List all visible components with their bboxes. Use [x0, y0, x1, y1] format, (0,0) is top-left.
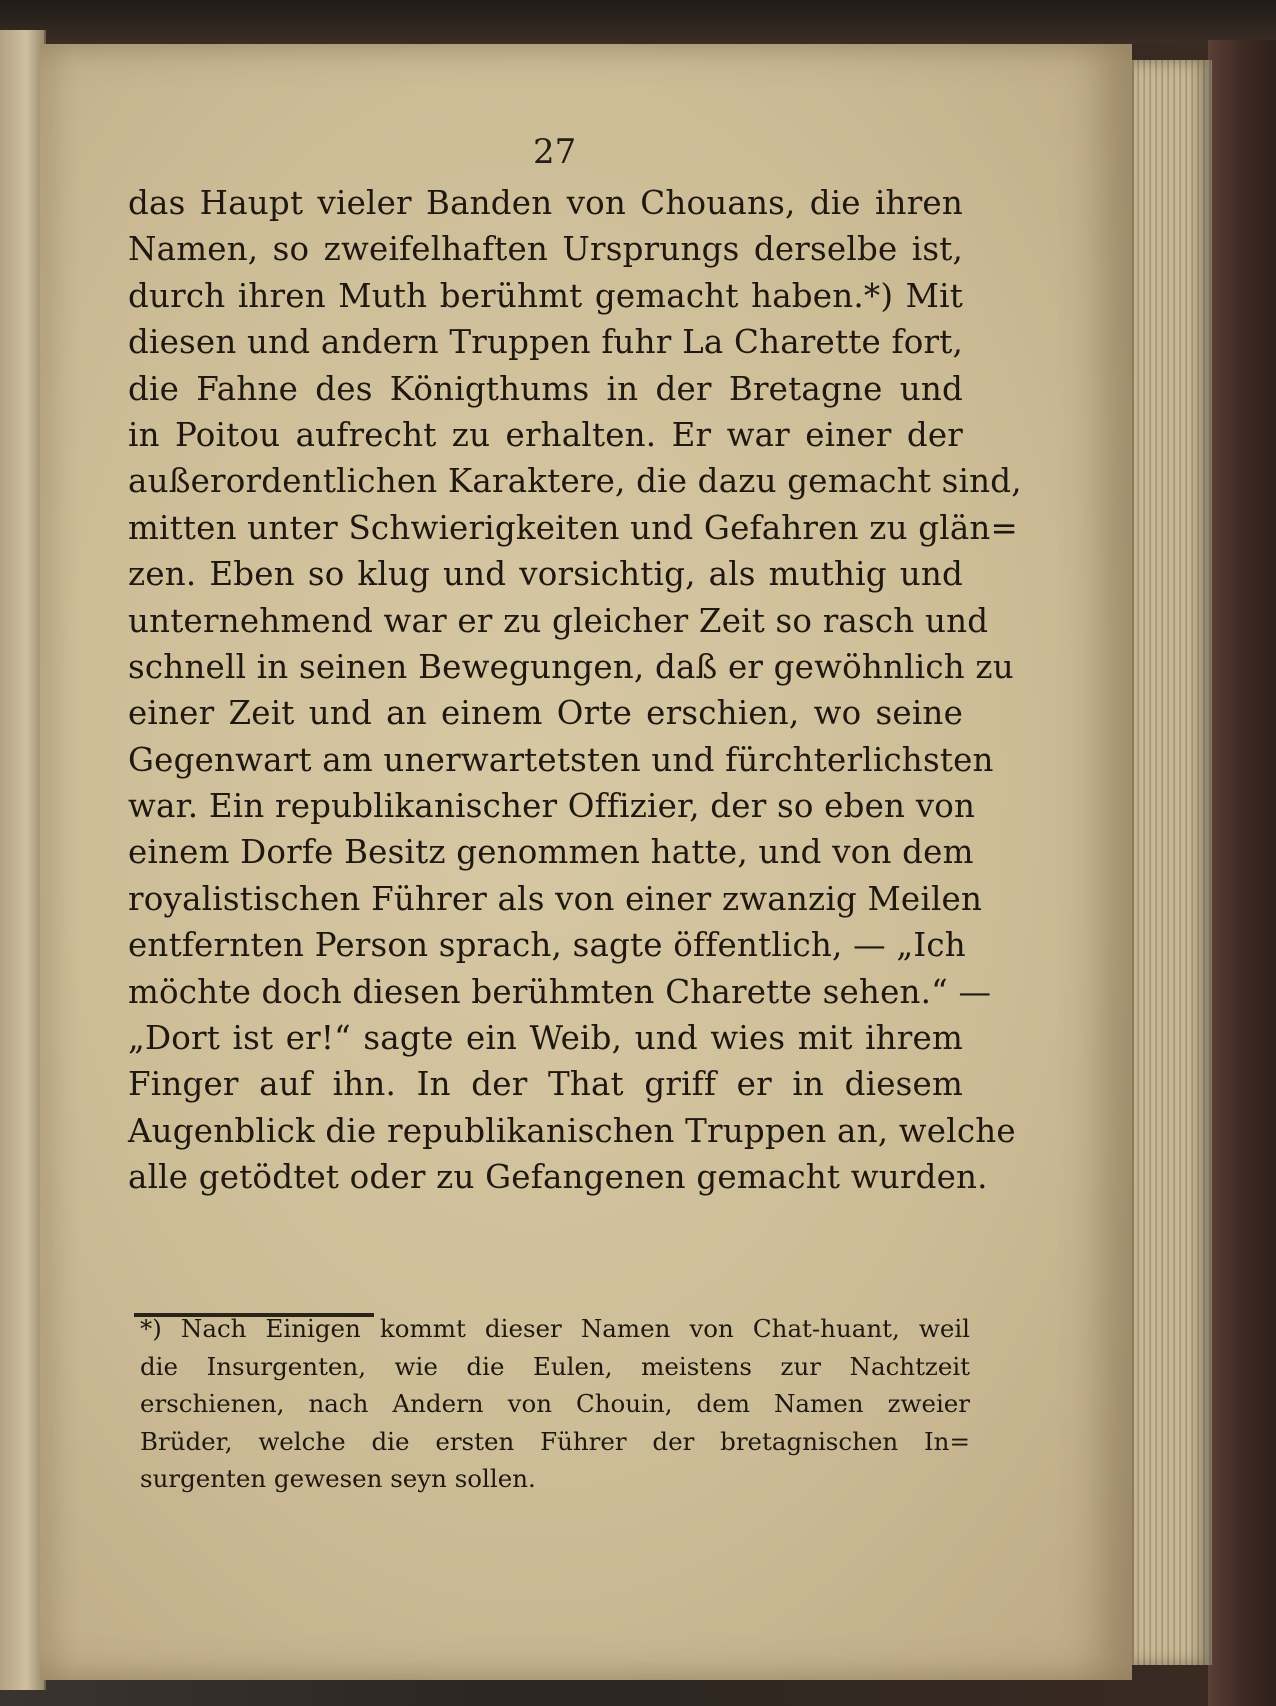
footnote-line: Brüder, welche die ersten Führer der bretagnischen In= — [140, 1426, 970, 1456]
footnote-line: die Insurgenten, wie die Eulen, meistens zur Nachtzeit — [140, 1351, 970, 1381]
page-edges — [1132, 60, 1212, 1665]
text-line: alle getödtet oder zu Gefangenen gemacht wurden. — [128, 1158, 988, 1197]
text-line: außerordentlichen Karaktere, die dazu gemacht sind, — [128, 462, 1022, 501]
text-line: entfernten Person sprach, sagte öffentlich, — „Ich — [128, 926, 966, 965]
text-line: in Poitou aufrecht zu erhalten. Er war einer der — [128, 415, 963, 454]
text-line: Augenblick die republikanischen Truppen an, welche — [128, 1111, 1016, 1150]
text-line: Finger auf ihn. In der That griff er in diesem — [128, 1065, 963, 1104]
footnote-line: erschienen, nach Andern von Chouin, dem Namen zweier — [140, 1389, 970, 1418]
footnote — [140, 1310, 970, 1498]
footnote-line: *) Nach Einigen kommt dieser Namen von Chat-huant, weil — [140, 1314, 970, 1343]
text-line: möchte doch diesen berühmten Charette sehen.“ — — [128, 972, 992, 1011]
page-number: 27 — [533, 132, 577, 172]
text-line: einem Dorfe Besitz genommen hatte, und von dem — [128, 833, 974, 872]
text-line: mitten unter Schwierigkeiten und Gefahren zu glän= — [128, 508, 1018, 547]
book-cover-top — [0, 0, 1276, 44]
text-line: schnell in seinen Bewegungen, daß er gewöhnlich zu — [128, 647, 1014, 686]
text-line: Namen, so zweifelhaften Ursprungs derselbe ist, — [128, 230, 963, 269]
text-line: einer Zeit und an einem Orte erschien, wo seine — [128, 694, 963, 733]
text-line: war. Ein republikanischer Offizier, der so eben von — [128, 787, 976, 826]
text-line: unternehmend war er zu gleicher Zeit so rasch und — [128, 601, 989, 640]
text-line: diesen und andern Truppen fuhr La Charette fort, — [128, 323, 963, 362]
body-text — [128, 180, 1022, 1201]
text-line: zen. Eben so klug und vorsichtig, als muthig und — [128, 555, 963, 594]
text-line: die Fahne des Königthums in der Bretagne und — [128, 369, 963, 408]
text-line: „Dort ist er!“ sagte ein Weib, und wies mit ihrem — [128, 1019, 963, 1058]
text-line: das Haupt vieler Banden von Chouans, die ihren — [128, 184, 963, 222]
text-line: royalistischen Führer als von einer zwanzig Meilen — [128, 879, 983, 918]
text-line: durch ihren Muth berühmt gemacht haben.*) Mit — [128, 276, 963, 315]
text-line: Gegenwart am unerwartetsten und fürchterlichsten — [128, 740, 994, 779]
footnote-line: surgenten gewesen seyn sollen. — [140, 1464, 536, 1493]
book-cover-right — [1208, 40, 1276, 1706]
